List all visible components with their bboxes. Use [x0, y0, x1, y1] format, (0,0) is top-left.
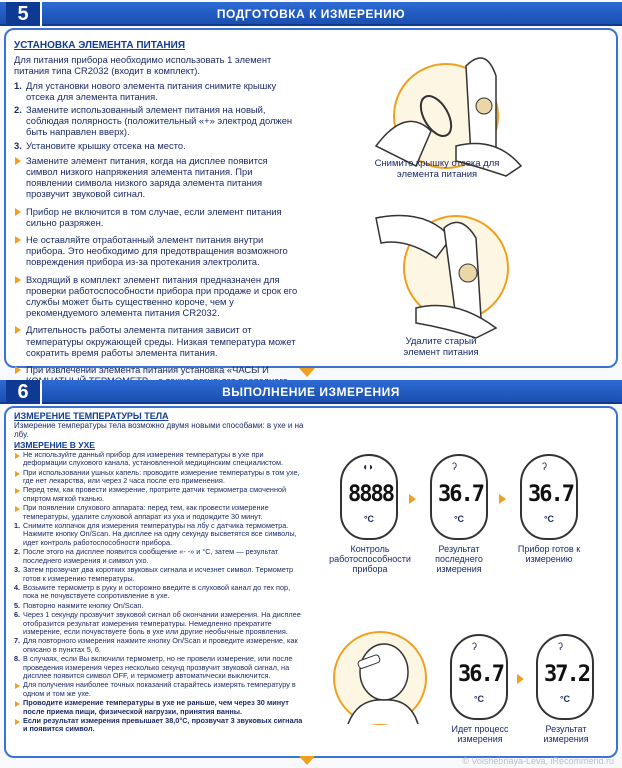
note: Если результат измерения превышает 38,0°C, прозвучат 3 звуковых сигнала и появится символ. — [14, 717, 306, 734]
step: 1. Снимите колпачок для измерения температуры на лбу с датчика термометра. Нажмите кнопку On/Scan. На дисплее на одну секунду высветятся все символы, идет контроль работоспособности прибора. — [14, 521, 297, 547]
caption-display: Результат измерения — [543, 724, 589, 744]
note: При использовании ушных капель: проводите измерение температуры в том ухе, где нет лекарства, или через 2 часа после его применения. — [14, 469, 306, 486]
display-unit: °C — [453, 514, 465, 524]
bullet-arrow-icon — [15, 276, 21, 284]
display-unit: °C — [543, 514, 555, 524]
section-5-text — [14, 40, 300, 400]
note: Не используйте данный прибор для измерения температуры в ухе при деформации слухового канала, установленной медицинским специалистом. — [14, 451, 306, 468]
down-arrow-icon — [299, 368, 315, 377]
display-value: 37.2 — [544, 662, 589, 687]
section-6-subtitle-ear: ИЗМЕРЕНИЕ В УХЕ — [14, 440, 95, 451]
watermark: © Volshebnaya-Leva, iRecommend.ru — [462, 756, 614, 766]
step: 1. Для установки нового элемента питания снимите крышку отсека для элемента питания. — [14, 79, 277, 102]
caption-display: Идет процесс измерения — [451, 724, 509, 744]
note: Прибор не включится в том случае, если элемент питания сильно разряжен. — [14, 206, 300, 228]
bullet-arrow-icon — [15, 453, 20, 459]
ear-icon: ʔ — [558, 642, 563, 653]
down-arrow-icon — [299, 756, 315, 765]
display-unit: °C — [363, 514, 375, 524]
step: 5. Повторно нажмите кнопку On/Scan. — [14, 600, 144, 610]
display-value: 36.7 — [528, 482, 573, 507]
section-5-header — [0, 2, 622, 26]
arrow-right-icon — [409, 494, 416, 504]
step: 4. Возьмите термометр в руку и осторожно введите в слуховой канал до тех пор, пока не почувствуете сопротивление в ухе. — [14, 582, 291, 601]
caption-remove-battery: Удалите старый элемент питания — [403, 336, 479, 358]
note: Не оставляйте отработанный элемент питания внутри прибора. Это необходимо для предотвращения возможного повреждения прибора из-за протекания электролита. — [14, 234, 300, 268]
display-last-result — [430, 454, 488, 540]
step: 7. Для повторного измерения нажмите кнопку On/Scan и проведите измерение, как описано в пунктах 5, 6. — [14, 636, 298, 654]
display-result — [536, 634, 594, 720]
step: 3. Установите крышку отсека на место. — [14, 139, 186, 151]
step: 2. После этого на дисплее появится сообщение «- -» и °C, затем — результат последнего измерения и символ ухо. — [14, 547, 279, 565]
caption-display: Результат последнего измерения — [435, 544, 483, 574]
step: 6. Через 1 секунду прозвучит звуковой сигнал об окончании измерения. На дисплее отобразится результат измерения температуры. Немедленно прекратите измерение, если почувствуете боль в ухе или другие необычные проявления. — [14, 610, 301, 636]
bullet-arrow-icon — [15, 719, 20, 725]
step: 3. Затем прозвучат два коротких звуковых сигнала и исчезнет символ. Термометр готов к измерению температуры. — [14, 565, 294, 583]
bullet-arrow-icon — [15, 471, 20, 477]
section-5-title: ПОДГОТОВКА К ИЗМЕРЕНИЮ — [216, 7, 406, 21]
note: Входящий в комплект элемент питания предназначен для проверки работоспособности прибора при продаже и срок его службы может быть существенно короче, чем у рекомендуемого элемента питания CR2032. — [14, 274, 300, 319]
ear-icon: ʔ — [542, 462, 547, 473]
ear-icon: ◖◗ — [362, 462, 375, 473]
remove-battery-cover-illustration — [346, 36, 526, 176]
display-value: 36.7 — [458, 662, 503, 687]
display-value: 36.7 — [438, 482, 483, 507]
display-unit: °C — [559, 694, 571, 704]
ear-icon: ʔ — [452, 462, 457, 473]
bullet-arrow-icon — [15, 701, 20, 707]
display-self-test — [340, 454, 398, 540]
display-unit: °C — [473, 694, 485, 704]
section-5-subtitle: УСТАНОВКА ЭЛЕМЕНТА ПИТАНИЯ — [14, 40, 186, 51]
section-6-subtitle: ИЗМЕРЕНИЕ ТЕМПЕРАТУРЫ ТЕЛА — [14, 411, 169, 421]
section-5-intro: Для питания прибора необходимо использовать 1 элемент питания типа CR2032 (входит в комплект). — [14, 54, 272, 77]
section-6-number: 6 — [6, 380, 42, 404]
remove-old-battery-illustration — [356, 198, 526, 338]
section-6-title: ВЫПОЛНЕНИЕ ИЗМЕРЕНИЯ — [222, 385, 400, 399]
section-6-text — [14, 412, 306, 735]
caption-remove-cover: Снимите крышку отсека для элемента питания — [374, 158, 500, 180]
note: Для получения наиболее точных показаний старайтесь измерять температуру в одном и том же ухе. — [14, 681, 306, 698]
note: Замените элемент питания, когда на дисплее появится символ низкого напряжения элемента питания. При появлении символа низкого заряда элемента питания прозвучит звуковой сигнал. — [14, 155, 300, 200]
bullet-arrow-icon — [15, 683, 20, 689]
note: При появлении слухового аппарата: перед тем, как провести измерение температуры, удалите слуховой аппарат из уха и подождите 30 минут. — [14, 504, 306, 521]
ear-icon: ʔ — [472, 642, 477, 653]
display-value: 8888 — [348, 482, 393, 507]
bullet-arrow-icon — [15, 208, 21, 216]
bullet-arrow-icon — [15, 326, 21, 334]
step: 2. Замените использованный элемент питания на новый, соблюдая полярность (положительный «+» электрод должен быть направлен вверх). — [14, 104, 293, 138]
section-6-header — [0, 380, 622, 404]
display-measuring — [450, 634, 508, 720]
bullet-arrow-icon — [15, 366, 21, 374]
bullet-arrow-icon — [15, 506, 20, 512]
note: Проводите измерение температуры в ухе не раньше, чем через 30 минут после приема пищи, физической нагрузки, принятия ванны. — [14, 699, 306, 716]
section-6-intro: Измерение температуры тела возможно двумя новыми способами: в ухе и на лбу. — [14, 421, 304, 440]
section-6-panel — [4, 406, 618, 758]
ear-measurement-illustration — [328, 628, 432, 728]
caption-display: Прибор готов к измерению — [517, 544, 581, 564]
bullet-arrow-icon — [15, 157, 21, 165]
section-5-number: 5 — [6, 2, 42, 26]
display-ready — [520, 454, 578, 540]
arrow-right-icon — [517, 674, 524, 684]
caption-display: Контроль работоспособности прибора — [329, 544, 411, 574]
step: 8. В случаях, если Вы включили термометр, но не провели измерение, или после проведения измерения через несколько секунд прозвучит звуковой сигнал, на дисплее появится символ OFF, и термометр автоматически выключится. — [14, 654, 293, 680]
note: Перед тем, как провести измерение, протрите датчик термометра смоченной спиртом мягкой тканью. — [14, 486, 306, 503]
bullet-arrow-icon — [15, 236, 21, 244]
section-5-panel — [4, 28, 618, 376]
note: Длительность работы элемента питания зависит от температуры окружающей среды. Низкая температура может сократить время работы элемента питания. — [14, 324, 300, 358]
arrow-right-icon — [499, 494, 506, 504]
note: При извлечении элемента питания установка «ЧАСЫ И — [14, 364, 300, 398]
bullet-arrow-icon — [15, 488, 20, 494]
